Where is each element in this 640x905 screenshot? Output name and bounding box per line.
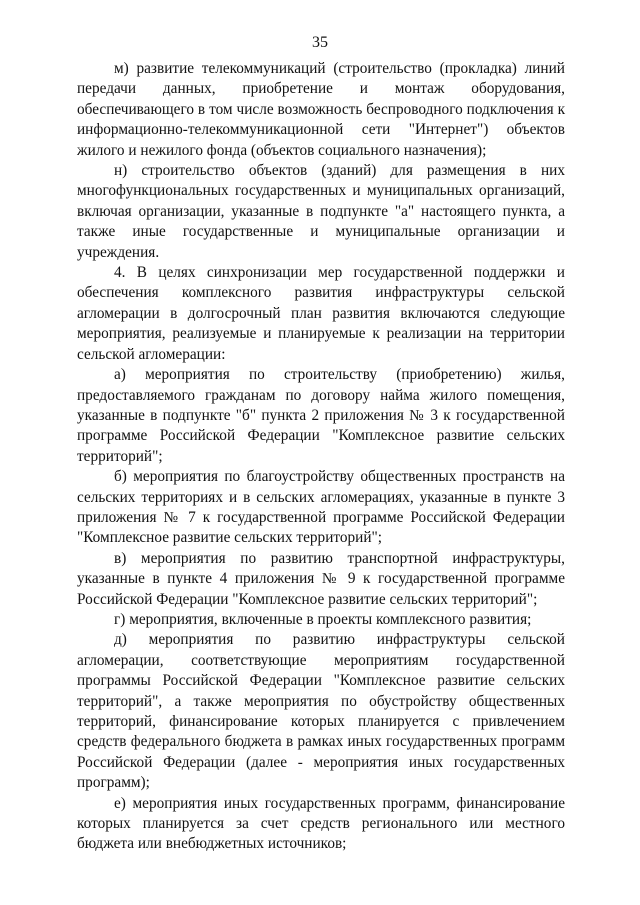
paragraph-m: м) развитие телекоммуникаций (строительство (прокладка) линий передачи данных, приобретение и монтаж оборудования, обеспечивающего в том числе возможность беспроводного подключения к информационно-телекоммуникационной сети "Интернет") объектов жилого и нежилого фонда (объектов социального назначения); (77, 60, 565, 159)
page-number: 35 (312, 34, 328, 51)
paragraph-b: б) мероприятия по благоустройству общественных пространств на сельских территориях и в сельских агломерациях, указанные в пункте 3 приложения № 7 к государственной программе Российской Федерации "Комплексное развитие сельских территорий"; (77, 468, 565, 547)
paragraph-clause-4: 4. В целях синхронизации мер государственной поддержки и обеспечения комплексного развития инфраструктуры сельской агломерации в долгосрочный план развития включаются следующие мероприятия, реализуемые и планируемые к реализации на территории сельской агломерации: (77, 264, 565, 363)
paragraph-a: а) мероприятия по строительству (приобретению) жилья, предоставляемого гражданам по договору найма жилого помещения, указанные в подпункте "б" пункта 2 приложения № 3 к государственной программе Российской Федерации "Комплексное развитие сельских территорий"; (77, 366, 565, 465)
paragraph-e: е) мероприятия иных государственных программ, финансирование которых планируется за счет средств регионального или местного бюджета или внебюджетных источников; (77, 794, 565, 853)
paragraph-g: г) мероприятия, включенные в проекты комплексного развития; (114, 610, 532, 628)
paragraph-n: н) строительство объектов (зданий) для размещения в них многофункциональных государственных и муниципальных организаций, включая организации, указанные в подпункте "а" настоящего пункта, а также иные государственные и муниципальные организации и учреждения. (77, 162, 565, 261)
paragraph-v: в) мероприятия по развитию транспортной инфраструктуры, указанные в пункте 4 приложения № 9 к государственной программе Российской Федерации "Комплексное развитие сельских территорий"; (77, 549, 565, 608)
paragraph-d: д) мероприятия по развитию инфраструктуры сельской агломерации, соответствующие мероприятиям государственной программы Российской Федерации "Комплексное развитие сельских территорий", а также мероприятия по обустройству общественных территорий, финансирование которых планируется с привлечением средств федерального бюджета в рамках иных государственных программ Российской Федерации (далее - мероприятия иных государственных программ); (77, 631, 565, 792)
document-body (77, 59, 565, 855)
